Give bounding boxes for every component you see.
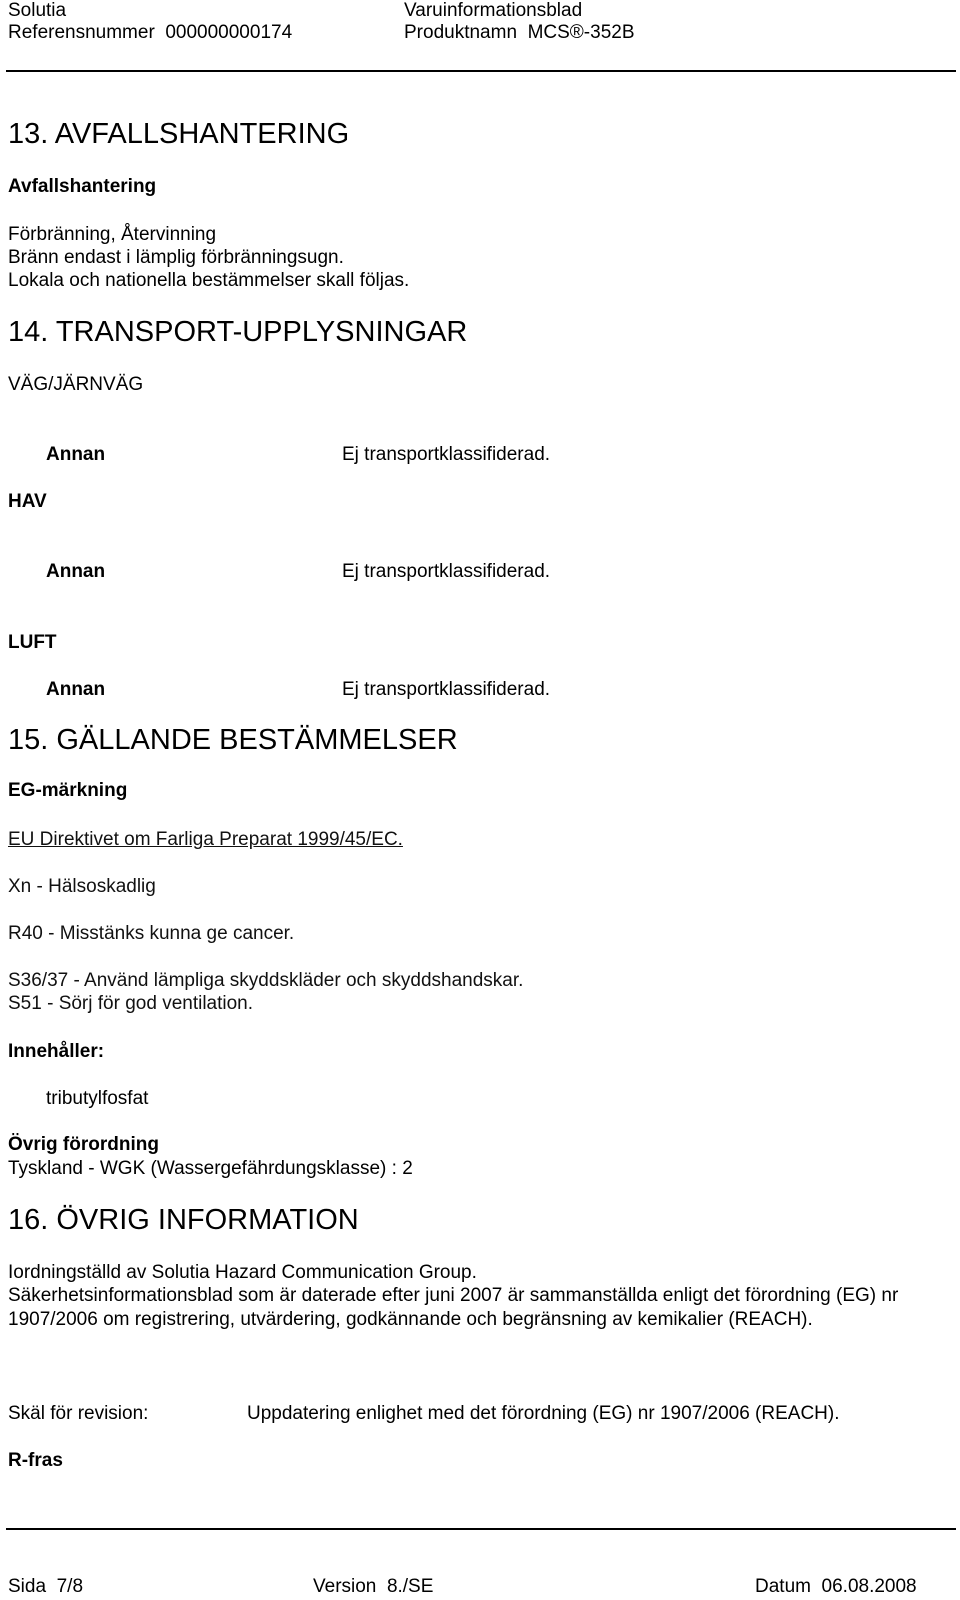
road-label: Annan	[46, 444, 106, 465]
other-regulation-value: Tyskland - WGK (Wassergefährdungsklasse) : 2	[8, 1158, 413, 1179]
r-phrase-label: R-fras	[8, 1450, 63, 1471]
header-doc-type: Varuinformationsblad	[404, 0, 583, 21]
footer-date	[755, 1576, 917, 1598]
header-company: Solutia	[8, 0, 67, 21]
reference-label: Referensnummer	[8, 22, 155, 43]
section-15-title: 15. GÄLLANDE BESTÄMMELSER	[8, 724, 458, 756]
contains-label: Innehåller:	[8, 1041, 105, 1062]
hazard-symbol: Xn - Hälsoskadlig	[8, 876, 156, 897]
revision-value: Uppdatering enlighet med det förordning (EG) nr 1907/2006 (REACH).	[247, 1403, 840, 1424]
contains-value: tributylfosfat	[46, 1088, 149, 1109]
risk-phrase: R40 - Misstänks kunna ge cancer.	[8, 923, 295, 944]
reach-paragraph: Säkerhetsinformationsblad som är daterade efter juni 2007 är sammanställda enligt det förordning (EG) nr 1907/2006 om registrering, utvärdering, godkännande och begränsning av kemikalier (REACH).	[8, 1285, 899, 1330]
date-value: 06.08.2008	[821, 1576, 917, 1597]
section-14-title: 14. TRANSPORT-UPPLYSNINGAR	[8, 316, 468, 348]
safety-phrase-1: S36/37 - Använd lämpliga skyddskläder och skyddshandskar.	[8, 970, 524, 991]
section-13-title: 13. AVFALLSHANTERING	[8, 118, 350, 150]
revision-label: Skäl för revision:	[8, 1403, 149, 1424]
transport-mode-sea: HAV	[8, 491, 47, 512]
s13-line-2: Bränn endast i lämplig förbränningsugn.	[8, 247, 344, 268]
road-value: Ej transportklassifiderad.	[342, 444, 551, 465]
product-name: MCS®-352B	[527, 22, 635, 43]
transport-mode-air: LUFT	[8, 632, 57, 653]
version-label: Version	[313, 1576, 377, 1597]
page-label: Sida	[8, 1576, 47, 1597]
prepared-by: Iordningställd av Solutia Hazard Communication Group.	[8, 1262, 477, 1283]
footer-version	[313, 1576, 433, 1598]
version-value: 8./SE	[386, 1576, 434, 1597]
transport-mode-road: VÄG/JÄRNVÄG	[8, 374, 144, 395]
sea-value: Ej transportklassifiderad.	[342, 561, 551, 582]
air-label: Annan	[46, 679, 106, 700]
header-rule	[6, 70, 956, 72]
s13-line-3: Lokala och nationella bestämmelser skall följas.	[8, 270, 410, 291]
header-reference	[8, 22, 292, 44]
eg-label: EG-märkning	[8, 780, 128, 801]
other-regulation-label: Övrig förordning	[8, 1134, 159, 1155]
s13-subheading: Avfallshantering	[8, 176, 157, 197]
section-16-title: 16. ÖVRIG INFORMATION	[8, 1204, 359, 1236]
reference-number: 000000000174	[165, 22, 293, 43]
s13-line-1: Förbränning, Återvinning	[8, 224, 217, 245]
page-value: 7/8	[56, 1576, 84, 1597]
sea-label: Annan	[46, 561, 106, 582]
safety-phrase-2: S51 - Sörj för god ventilation.	[8, 993, 254, 1014]
product-label: Produktnamn	[404, 22, 518, 43]
directive: EU Direktivet om Farliga Preparat 1999/45/EC.	[8, 829, 403, 850]
air-value: Ej transportklassifiderad.	[342, 679, 551, 700]
date-label: Datum	[755, 1576, 811, 1597]
footer-page	[8, 1576, 83, 1598]
header-product	[404, 22, 635, 44]
footer-rule	[6, 1528, 956, 1530]
